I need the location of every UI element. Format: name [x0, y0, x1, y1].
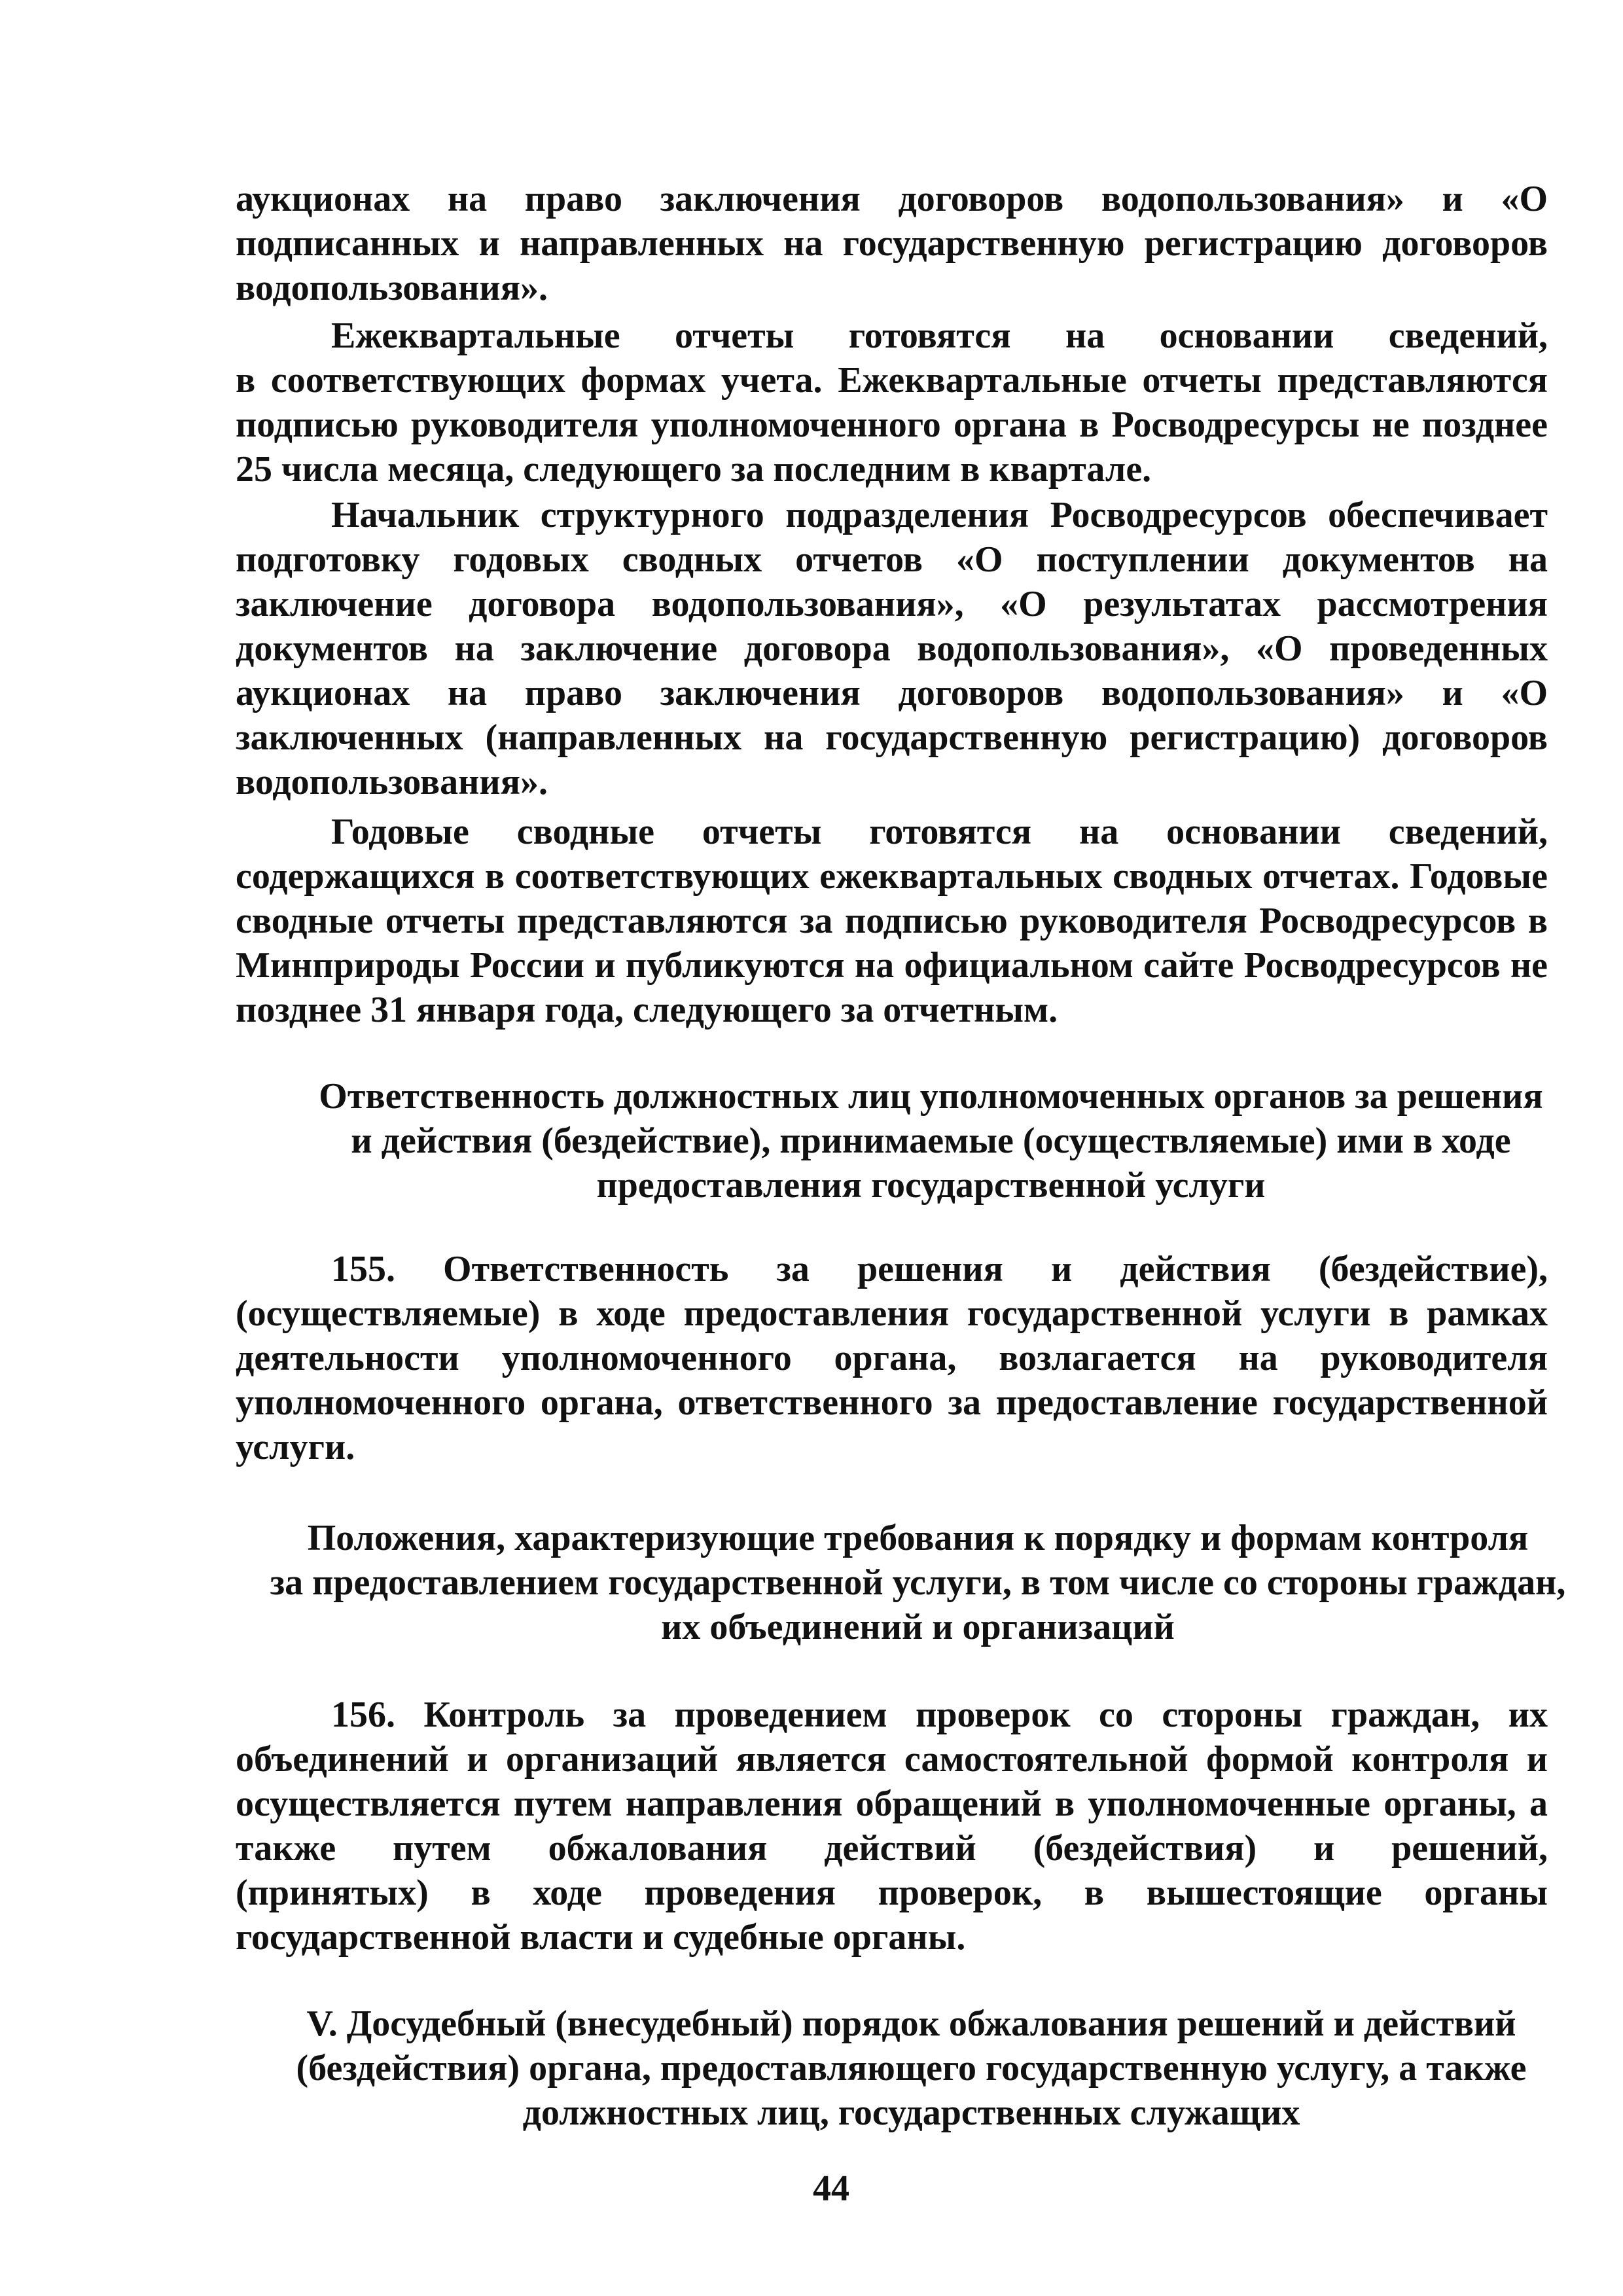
paragraph [236, 1247, 1548, 1469]
text-line: аукционах на право заключения договоров водопользования» и «О [236, 179, 1548, 219]
paragraph [236, 1693, 1548, 1960]
text-line: заключенных (направленных на государственную регистрацию) договоров [236, 717, 1548, 758]
text-line: осуществляется путем направления обращений в уполномоченные органы, а [236, 1784, 1548, 1824]
text-line: 25 числа месяца, следующего за последним в квартале. [236, 449, 1152, 490]
text-line: деятельности уполномоченного органа, возлагается на руководителя [236, 1338, 1548, 1378]
text-line: 156. Контроль за проведением проверок со стороны граждан, их [331, 1695, 1548, 1735]
heading-line: предоставления государственной услуги [596, 1165, 1266, 1206]
heading-line: за предоставлением государственной услуги, в том числе со стороны граждан, [270, 1562, 1566, 1603]
heading-line: Положения, характеризующие требования к порядку и формам контроля [307, 1518, 1529, 1558]
text-line: 155. Ответственность за решения и действия (бездействие), [331, 1249, 1548, 1289]
text-line: в соответствующих формах учета. Ежеквартальные отчеты представляются [236, 360, 1548, 401]
heading-line: V. Досудебный (внесудебный) порядок обжалования решений и действий [306, 2003, 1516, 2044]
heading-line: и действия (бездействие), принимаемые (осуществляемые) ими в ходе [351, 1121, 1511, 1161]
text-line: Ежеквартальные отчеты готовятся на основании сведений, [331, 315, 1548, 356]
text-line: содержащихся в соответствующих ежеквартальных сводных отчетах. Годовые [236, 856, 1548, 897]
text-line: подготовку годовых сводных отчетов «О поступлении документов на [236, 539, 1548, 580]
page-number: 44 [813, 2168, 849, 2209]
text-line: заключение договора водопользования», «О результатах рассмотрения [236, 584, 1548, 624]
paragraph [236, 177, 1548, 310]
paragraph [236, 810, 1548, 1032]
text-line: подписью руководителя уполномоченного органа в Росводресурсы не позднее [236, 404, 1548, 445]
text-line: (осуществляемые) в ходе предоставления государственной услуги в рамках [236, 1293, 1548, 1334]
text-line: государственной власти и судебные органы. [236, 1917, 966, 1958]
heading-line: Ответственность должностных лиц уполномоченных органов за решения [319, 1076, 1543, 1117]
text-line: также путем обжалования действий (бездействия) и решений, [236, 1828, 1548, 1869]
heading-line: их объединений и организаций [661, 1607, 1175, 1647]
text-line: услуги. [236, 1427, 355, 1467]
section-heading [262, 1516, 1574, 1649]
text-line: объединений и организаций является самостоятельной формой контроля и [236, 1739, 1548, 1780]
text-line: аукционах на право заключения договоров водопользования» и «О [236, 673, 1548, 713]
text-line: подписанных и направленных на государственную регистрацию договоров [236, 223, 1548, 264]
text-line: сводные отчеты представляются за подписью руководителя Росводресурсов в [236, 901, 1548, 941]
text-line: документов на заключение договора водопользования», «О проведенных [236, 628, 1548, 669]
text-line: уполномоченного органа, ответственного за предоставление государственной [236, 1382, 1548, 1423]
section-heading [255, 2001, 1567, 2135]
paragraph [236, 493, 1548, 804]
text-line: водопользования». [236, 762, 548, 802]
paragraph [236, 314, 1548, 492]
text-line: Годовые сводные отчеты готовятся на основании сведений, [331, 812, 1548, 852]
text-line: (принятых) в ходе проведения проверок, в вышестоящие органы [236, 1873, 1548, 1913]
text-line: позднее 31 января года, следующего за отчетным. [236, 990, 1058, 1030]
text-line: Минприроды России и публикуются на официальном сайте Росводресурсов не [236, 945, 1548, 986]
text-line: Начальник структурного подразделения Росводресурсов обеспечивает [331, 495, 1548, 535]
heading-line: должностных лиц, государственных служащих [522, 2092, 1300, 2133]
heading-line: (бездействия) органа, предоставляющего государственную услугу, а также [296, 2048, 1527, 2089]
section-heading [275, 1074, 1587, 1208]
text-line: водопользования». [236, 268, 548, 308]
